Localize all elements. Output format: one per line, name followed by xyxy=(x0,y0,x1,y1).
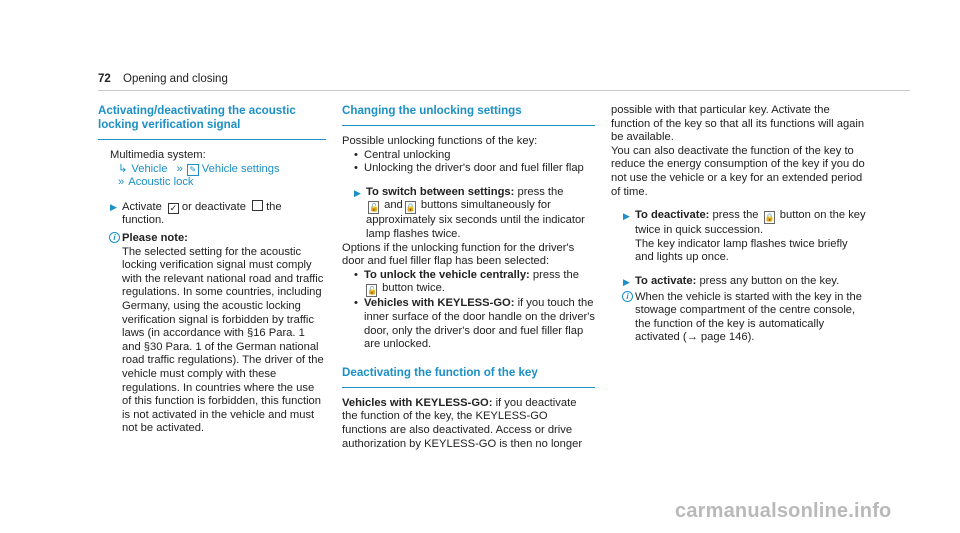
page-number: 72 xyxy=(98,73,111,85)
energy-text: You can also deactivate the function of the key to reduce the energy consumption of the key if you do not use the vehicle or a key for an extended period of time. xyxy=(611,144,865,198)
step-triangle-icon: ▶ xyxy=(110,201,117,212)
path-acoustic-lock[interactable]: Acoustic lock xyxy=(128,176,194,189)
column-2 xyxy=(342,104,595,451)
checkbox-empty-icon xyxy=(252,200,263,211)
page-title: Opening and closing xyxy=(123,73,228,85)
activate-step: ▶ Activate ✓ or deactivate the function. xyxy=(110,200,282,227)
unlock-key-icon: 🔓 xyxy=(367,286,377,296)
info-icon: i xyxy=(109,232,120,243)
column-1 xyxy=(98,104,326,436)
note-block xyxy=(98,232,326,436)
info-note xyxy=(611,291,869,345)
list-item: • Vehicles with KEYLESS-GO: if you touch the inner surface of the door handle on the driver's door, only the driver's door and fuel filler flap are unlocked. xyxy=(354,297,595,351)
header-divider xyxy=(98,90,910,91)
note-text: The selected setting for the acoustic locking verification signal must comply with the relevant national road and traffic regulations. In some countries, including Germany, using the acoustic locking verification signal is forbidden by traffic laws (in accordance with §16 Para. 1 and §30 Para. 1 of the German national road traffic regulations). The driver of the vehicle must comply with these regulations. In countries where the use of this function is forbidden, this function is not activated in the vehicle and must not be activated. xyxy=(122,245,324,435)
continued-text: possible with that particular key. Activate the function of the key so that all its functions will again be available. xyxy=(611,104,865,144)
watermark: carmanualsonline.info xyxy=(675,500,892,522)
switch-step: ▶ To switch between settings: press the 🔓 and 🔒 buttons simultaneously for approximately six seconds until the indicator lamp flashes twice. xyxy=(354,185,585,240)
note-title: Please note: xyxy=(122,231,188,244)
lock-key-icon: 🔒 xyxy=(405,203,416,213)
section-divider xyxy=(98,139,326,140)
path-arrow-icon: » xyxy=(118,176,125,189)
path-vehicle-settings[interactable]: Vehicle settings xyxy=(201,162,280,175)
list-item: • To unlock the vehicle centrally: press the 🔓 button twice. xyxy=(354,268,579,296)
return-arrow-icon: ↳ xyxy=(118,162,128,175)
menu-path xyxy=(110,163,326,190)
checkbox-checked-icon: ✓ xyxy=(169,202,178,213)
lock-key-icon: 🔒 xyxy=(764,213,775,223)
step-triangle-icon: ▶ xyxy=(623,211,630,222)
deactivate-step: ▶ To deactivate: press the 🔒 button on the key twice in quick succession. The key indicator lamp flashes twice briefly and lights up once. xyxy=(623,209,866,264)
column-3 xyxy=(611,104,869,345)
section-heading-deactivating: Deactivating the function of the key xyxy=(342,365,538,379)
section-heading-acoustic: Activating/deactivating the acoustic locking verification signal xyxy=(98,104,296,131)
info-text: When the vehicle is started with the key in the stowage compartment of the centre console, the function of the key is automatically activated (→ page 146). xyxy=(635,290,862,344)
list-item: • Central unlocking xyxy=(354,148,451,161)
vehicle-settings-icon: ✎ xyxy=(187,164,199,176)
options-text: Options if the unlocking function for the driver's door and fuel filler flap has been selected: xyxy=(342,241,575,268)
system-label: Multimedia system: xyxy=(110,149,206,161)
section-divider xyxy=(342,387,595,388)
unlock-intro: Possible unlocking functions of the key: xyxy=(342,135,538,147)
list-item: • Unlocking the driver's door and fuel filler flap xyxy=(354,162,584,175)
deactivate-text: Vehicles with KEYLESS-GO: if you deactivate the function of the key, the KEYLESS-GO functions are also deactivated. Access or drive authorization by KEYLESS-GO is then no longer xyxy=(342,396,583,450)
step-triangle-icon: ▶ xyxy=(354,187,361,198)
section-divider xyxy=(342,125,595,126)
step-triangle-icon: ▶ xyxy=(623,276,630,287)
section-heading-unlocking: Changing the unlocking settings xyxy=(342,104,522,117)
path-vehicle[interactable]: Vehicle xyxy=(131,162,168,175)
unlock-key-icon: 🔓 xyxy=(369,203,379,213)
page-header xyxy=(98,73,228,87)
path-arrow-icon: » xyxy=(176,162,183,175)
activate-step: ▶ To activate: press any button on the key. xyxy=(611,275,869,289)
info-icon: i xyxy=(622,291,633,302)
